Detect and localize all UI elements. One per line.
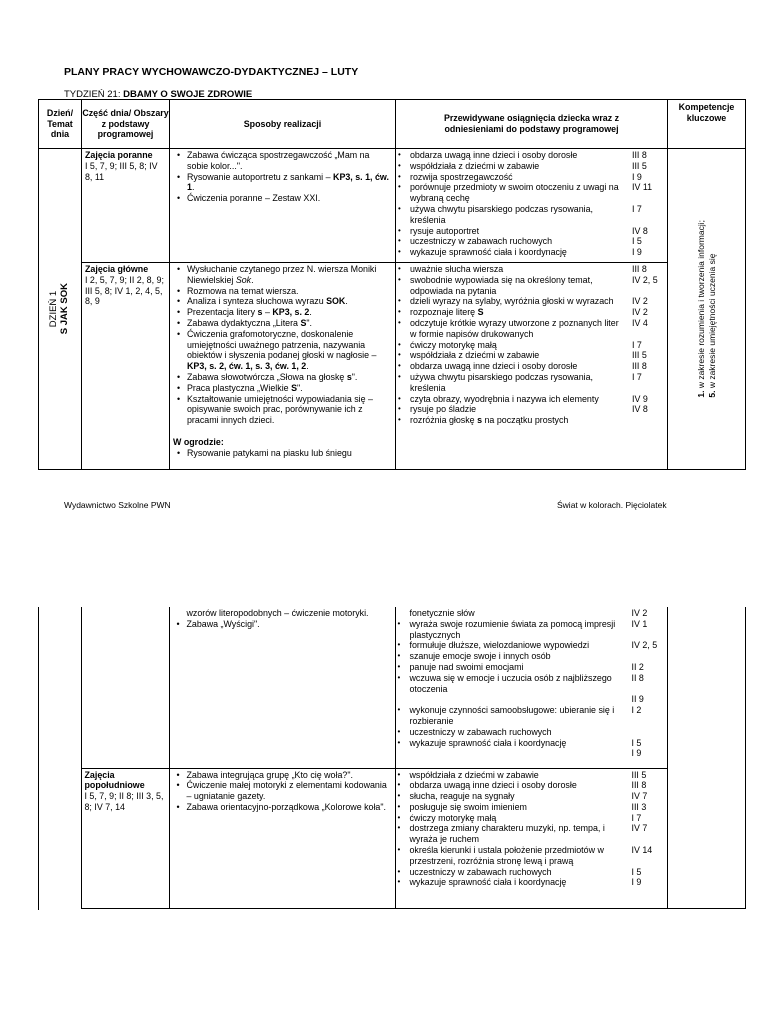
goal-text: • uczestniczy w zabawach ruchowych bbox=[396, 867, 627, 878]
goal-item bbox=[396, 705, 667, 727]
goal-item bbox=[396, 770, 667, 781]
header-row bbox=[39, 100, 746, 149]
goal-code: I 9 bbox=[631, 877, 642, 888]
goal-text: • uczestniczy w zabawach ruchowych bbox=[396, 727, 627, 738]
area-main-name: Zajęcia główne bbox=[85, 264, 149, 274]
goal-item: • rozpoznaje literę S IV 2 bbox=[396, 307, 667, 318]
goal-item: • rozróżnia głoskę s na początku prostych bbox=[396, 415, 667, 426]
competence-5: w zakresie umiejętności uczenia się bbox=[706, 253, 717, 391]
goal-item bbox=[396, 161, 667, 172]
goal-item: • obdarza uwagą inne dzieci i osoby dorosłe III 8 bbox=[396, 361, 667, 372]
garden-heading: W ogrodzie: bbox=[173, 436, 224, 447]
method-item: • Zabawa „Wyścigi". bbox=[187, 619, 392, 630]
goal-item bbox=[396, 182, 667, 204]
goal-code: I 5 bbox=[632, 236, 642, 247]
goal-item bbox=[396, 748, 667, 759]
week-prefix: TYDZIEŃ 21: bbox=[64, 89, 124, 100]
goals-main bbox=[396, 263, 668, 470]
goal-code: III 5 bbox=[631, 769, 647, 780]
competence-1: w zakresie rozumienia i tworzenia informacji; bbox=[695, 220, 706, 391]
area-afternoon bbox=[81, 768, 169, 908]
goal-code bbox=[627, 651, 632, 662]
goal-item bbox=[396, 780, 667, 791]
area-main-refs: I 2, 5, 7, 9; II 2, 8, 9; III 5, 8; IV 1, 2, 4, 5, 8, 9 bbox=[85, 274, 164, 307]
area-afternoon-refs: I 5, 7, 9; II 8; III 3, 5, 8; IV 7, 14 bbox=[84, 791, 164, 812]
day-cell-continued bbox=[38, 607, 81, 908]
goal-code: I 7 bbox=[631, 812, 642, 823]
goal-code: IV 1 bbox=[631, 618, 648, 629]
method-item: • Ćwiczenia grafomotoryczne, doskonalenie umiejętności uważnego patrzenia, nazywania obiektów i słyszenia podanej głoski w nagłosie – KP3, s. 2, ćw. 1, s. 3, ćw. 1, 2. bbox=[187, 329, 392, 372]
goal-text: • wykonuje czynności samoobsługowe: ubieranie się i rozbieranie bbox=[396, 705, 627, 727]
goal-code: II 2 bbox=[631, 661, 644, 672]
goal-code: IV 2 bbox=[631, 608, 648, 618]
goal-item: • uważnie słucha wiersza III 8 bbox=[396, 264, 667, 275]
day-label: DZIEŃ 1 bbox=[48, 290, 60, 328]
goal-item bbox=[396, 802, 667, 813]
goal-code: I 9 bbox=[631, 748, 642, 759]
method-item: • Wysłuchanie czytanego przez N. wiersza Moniki Niewielskiej Sok. bbox=[187, 264, 392, 286]
methods-main bbox=[170, 263, 396, 470]
header-areas: Część dnia/ Obszary z podstawy programowej bbox=[82, 100, 170, 149]
goal-code: I 9 bbox=[632, 247, 642, 258]
goal-item bbox=[396, 727, 667, 738]
competence-5-num: 5. bbox=[706, 390, 717, 398]
goal-code: II 9 bbox=[631, 694, 644, 705]
row-main-continued bbox=[38, 607, 745, 768]
goal-item: • ćwiczy motorykę małą I 7 bbox=[396, 340, 667, 351]
goal-code: I 5 bbox=[631, 866, 642, 877]
method-item: • Zabawa słowotwórcza „Słowa na głoskę s". bbox=[187, 372, 392, 383]
goal-text: • porównuje przedmioty w swoim otoczeniu z uwagi na wybraną cechę bbox=[396, 182, 627, 204]
goal-text: • współdziała z dziećmi w zabawie bbox=[396, 161, 627, 172]
goal-text: • określa kierunki i ustala położenie przedmiotów w przestrzeni, rozróżnia stronę lewą i prawą bbox=[396, 845, 627, 867]
goal-item bbox=[396, 204, 667, 226]
row-afternoon bbox=[38, 768, 745, 908]
method-item: • Zabawa orientacyjno-porządkowa „Kolorowe koła". bbox=[187, 802, 392, 813]
plan-table bbox=[38, 99, 746, 470]
goal-item bbox=[396, 738, 667, 749]
method-item: • Rysowanie autoportretu z sankami – KP3, s. 1, ćw. 1. bbox=[187, 172, 392, 194]
goal-text: • używa chwytu pisarskiego podczas rysowania, kreślenia bbox=[396, 204, 627, 226]
goal-code: I 9 bbox=[632, 171, 642, 182]
competences-cell bbox=[668, 149, 746, 470]
methods-morning bbox=[170, 149, 396, 263]
goal-text: • wykazuje sprawność ciała i koordynację bbox=[396, 247, 627, 258]
goal-item bbox=[396, 640, 667, 651]
goal-item: • odczytuje krótkie wyrazy utworzone z poznanych liter w formie napisów drukowanych IV 4 bbox=[396, 318, 667, 340]
goal-item bbox=[396, 867, 667, 878]
goal-text: • współdziała z dziećmi w zabawie bbox=[396, 770, 627, 781]
area-afternoon-name: Zajęcia popołudniowe bbox=[84, 769, 145, 791]
goal-code: I 5 bbox=[631, 737, 642, 748]
row-main bbox=[39, 263, 746, 470]
goal-item bbox=[396, 694, 667, 705]
goal-code: I 7 bbox=[632, 203, 642, 214]
goal-text: • obdarza uwagą inne dzieci i osoby dorosłe bbox=[396, 150, 627, 161]
goal-text: • wczuwa się w emocje i uczucia osób z najbliższego otoczenia bbox=[396, 673, 627, 695]
goal-item bbox=[396, 877, 667, 888]
method-item: • Ćwiczenia poranne – Zestaw XXI. bbox=[187, 193, 392, 204]
method-item: • Praca plastyczna „Wielkie S". bbox=[187, 383, 392, 394]
goal-text: • posługuje się swoim imieniem bbox=[396, 802, 627, 813]
area-morning bbox=[82, 149, 170, 263]
goal-item: • współdziała z dziećmi w zabawie III 5 bbox=[396, 350, 667, 361]
competence-1-num: 1. bbox=[695, 390, 706, 398]
goal-item bbox=[396, 236, 667, 247]
area-main-continued bbox=[81, 607, 169, 768]
goals-main-continued bbox=[395, 607, 667, 768]
goals-morning bbox=[396, 149, 668, 263]
goal-item: • swobodnie wypowiada się na określony temat, odpowiada na pytania IV 2, 5 bbox=[396, 275, 667, 297]
goal-text: fonetycznie słów bbox=[409, 608, 475, 618]
method-item: wzorów literopodobnych – ćwiczenie motoryki. bbox=[186, 608, 369, 618]
method-item: • Rozmowa na temat wiersza. bbox=[187, 286, 392, 297]
goal-item bbox=[396, 651, 667, 662]
goal-text bbox=[396, 748, 627, 759]
goal-code: IV 11 bbox=[632, 182, 653, 193]
goal-item bbox=[396, 247, 667, 258]
row-morning bbox=[39, 149, 746, 263]
goal-item bbox=[396, 172, 667, 183]
goal-item: • czyta obrazy, wyodrębnia i nazywa ich elementy IV 9 bbox=[396, 394, 667, 405]
goal-code: III 5 bbox=[632, 160, 647, 171]
goal-text: • uczestniczy w zabawach ruchowych bbox=[396, 236, 627, 247]
week-theme: DBAMY O SWOJE ZDROWIE bbox=[123, 89, 253, 100]
method-item: • Rysowanie patykami na piasku lub śniegu bbox=[187, 448, 392, 459]
goal-code: IV 2, 5 bbox=[631, 640, 658, 651]
footer-publisher: Wydawnictwo Szkolne PWN bbox=[64, 500, 171, 510]
header-day: Dzień/ Temat dnia bbox=[39, 100, 82, 149]
goal-text: • szanuje emocje swoje i innych osób bbox=[396, 651, 627, 662]
goal-text: • dostrzega zmiany charakteru muzyki, np. tempa, i wyraża je ruchem bbox=[396, 823, 627, 845]
goal-code: II 8 bbox=[631, 672, 644, 683]
goal-code bbox=[627, 727, 632, 738]
method-item: • Analiza i synteza słuchowa wyrazu SOK. bbox=[187, 296, 392, 307]
goal-item bbox=[396, 845, 667, 867]
competences-cell-continued bbox=[667, 607, 745, 908]
goal-code: IV 7 bbox=[631, 823, 648, 834]
goal-code: IV 7 bbox=[631, 791, 648, 802]
header-methods: Sposoby realizacji bbox=[170, 100, 396, 149]
method-item: • Zabawa ćwicząca spostrzegawczość „Mam na sobie kolor...". bbox=[187, 150, 392, 172]
goal-item: • rysuje po śladzie IV 8 bbox=[396, 404, 667, 415]
area-main bbox=[82, 263, 170, 470]
area-morning-refs: I 5, 7, 9; III 5, 8; IV 8, 11 bbox=[85, 160, 158, 182]
goal-text: • ćwiczy motorykę małą bbox=[396, 813, 627, 824]
goal-code: III 8 bbox=[632, 150, 647, 160]
goal-item: • używa chwytu pisarskiego podczas rysowania, kreślenia I 7 bbox=[396, 372, 667, 394]
day-topic: S JAK SOK bbox=[59, 283, 70, 335]
goal-code: IV 14 bbox=[631, 845, 653, 856]
goal-item bbox=[396, 226, 667, 237]
header-competences: Kompetencje kluczowe bbox=[668, 100, 746, 149]
goal-item bbox=[396, 823, 667, 845]
goal-text bbox=[396, 694, 627, 705]
goal-text: • obdarza uwagą inne dzieci i osoby dorosłe bbox=[396, 780, 627, 791]
goal-text: • słucha, reaguje na sygnały bbox=[396, 791, 627, 802]
goal-item bbox=[396, 150, 667, 161]
goal-text: • panuje nad swoimi emocjami bbox=[396, 662, 627, 673]
day-cell bbox=[39, 149, 82, 470]
goal-item bbox=[396, 673, 667, 695]
goal-text: • formułuje dłuższe, wielozdaniowe wypowiedzi bbox=[396, 640, 627, 651]
goal-item bbox=[396, 619, 667, 641]
goals-afternoon bbox=[395, 768, 667, 908]
methods-afternoon bbox=[169, 768, 395, 908]
goal-text: • rysuje autoportret bbox=[396, 226, 627, 237]
header-goals: Przewidywane osiągnięcia dziecka wraz z odniesieniami do podstawy programowej bbox=[396, 100, 668, 149]
page-title: PLANY PRACY WYCHOWAWCZO-DYDAKTYCZNEJ – LUTY bbox=[64, 66, 359, 78]
goal-item bbox=[396, 662, 667, 673]
goal-text: • wykazuje sprawność ciała i koordynację bbox=[396, 738, 627, 749]
goal-text: • wykazuje sprawność ciała i koordynację bbox=[396, 877, 627, 888]
area-morning-name: Zajęcia poranne bbox=[85, 150, 153, 160]
method-item: • Zabawa dydaktyczna „Litera S". bbox=[187, 318, 392, 329]
method-item: • Prezentacja litery s – KP3, s. 2. bbox=[187, 307, 392, 318]
goal-code: I 2 bbox=[631, 705, 642, 716]
goal-text: • wyraża swoje rozumienie świata za pomocą impresji plastycznych bbox=[396, 619, 627, 641]
goal-item bbox=[396, 608, 667, 619]
goal-code: IV 8 bbox=[632, 225, 648, 236]
methods-main-continued bbox=[169, 607, 395, 768]
plan-table-continued bbox=[38, 607, 746, 909]
goal-item bbox=[396, 813, 667, 824]
goal-item bbox=[396, 791, 667, 802]
goal-text: • rozwija spostrzegawczość bbox=[396, 172, 627, 183]
goal-item: • dzieli wyrazy na sylaby, wyróżnia głoski w wyrazach IV 2 bbox=[396, 296, 667, 307]
method-item: • Zabawa integrująca grupę „Kto cię woła?". bbox=[187, 770, 392, 781]
goal-code: III 8 bbox=[631, 780, 647, 791]
goal-code: III 3 bbox=[631, 801, 647, 812]
method-item: • Kształtowanie umiejętności wypowiadania się – opisywanie swoich prac, porównywanie ich z pracami innych dzieci. bbox=[187, 394, 392, 426]
method-item: • Ćwiczenie małej motoryki z elementami kodowania – ugniatanie gazety. bbox=[187, 780, 392, 802]
footer-series: Świat w kolorach. Pięciolatek bbox=[557, 500, 667, 510]
